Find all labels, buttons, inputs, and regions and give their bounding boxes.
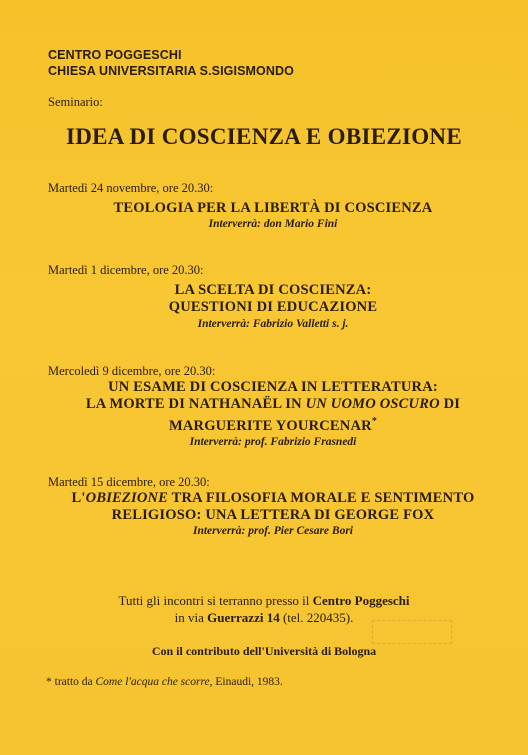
- event-3: [48, 364, 498, 449]
- event-title-line-1: LA SCELTA DI COSCIENZA:: [174, 282, 372, 298]
- event-date: Martedì 15 dicembre, ore 20.30:: [48, 475, 210, 489]
- event-title-text: L': [71, 490, 86, 506]
- book-title: UN UOMO OSCURO: [305, 396, 440, 412]
- venue-address: Guerrazzi 14: [207, 610, 280, 625]
- event-speaker: Interverrà: prof. Fabrizio Frasnedi: [189, 435, 357, 448]
- event-title-text: MARGUERITE YOURCENAR: [168, 417, 372, 434]
- event-date: Martedì 1 dicembre, ore 20.30:: [48, 263, 204, 277]
- event-title-line-1: [48, 490, 498, 507]
- footnote-text: tratto da: [51, 676, 96, 688]
- event-title-line-1: UN ESAME DI COSCIENZA IN LETTERATURA:: [108, 379, 438, 395]
- event-title-italic: OBIEZIONE: [85, 490, 169, 506]
- footnote-book-title: Come l'acqua che scorre: [95, 676, 210, 688]
- venue-phone: (tel. 220435).: [279, 610, 354, 625]
- event-speaker: Interverrà: prof. Pier Cesare Bori: [192, 525, 354, 537]
- event-title-line-2: RELIGIOSO: UNA LETTERA DI GEORGE FOX: [111, 507, 435, 523]
- faded-stamp: [372, 620, 452, 644]
- organizer-line-1: CENTRO POGGESCHI: [48, 48, 182, 62]
- organizer-block: [48, 47, 294, 79]
- event-title-text: TRA FILOSOFIA MORALE E SENTIMENTO: [168, 490, 475, 506]
- event-title-line-2: QUESTIONI DI EDUCAZIONE: [168, 299, 378, 315]
- event-date: Martedì 24 novembre, ore 20.30:: [48, 181, 214, 195]
- event-title-line-3: [48, 413, 498, 435]
- organizer-line-2: CHIESA UNIVERSITARIA S.SIGISMONDO: [48, 64, 294, 78]
- event-title-text: LA MORTE DI NATHANAËL IN: [85, 396, 306, 412]
- page-title: IDEA DI COSCIENZA E OBIEZIONE: [66, 124, 462, 149]
- event-speaker: Interverrà: don Mario Fini: [208, 218, 338, 230]
- event-2: [48, 263, 498, 331]
- event-title: TEOLOGIA PER LA LIBERTÀ DI COSCIENZA: [113, 200, 433, 216]
- event-speaker: Interverrà: Fabrizio Valletti s. j.: [197, 318, 349, 330]
- venue-text: Tutti gli incontri si terranno presso il: [118, 593, 313, 608]
- event-title-line-2: [48, 396, 498, 413]
- footnote-mark: *: [371, 416, 378, 427]
- event-1: [48, 181, 498, 231]
- sponsor-line: Con il contributo dell'Università di Bologna: [151, 644, 377, 658]
- venue-text: in via: [174, 610, 208, 625]
- venue-line-1: [0, 592, 528, 609]
- event-4: [48, 475, 498, 538]
- event-title-text: DI: [439, 396, 461, 412]
- seminario-label: Seminario:: [48, 95, 103, 109]
- footnote: [46, 676, 283, 688]
- footnote-mark: *: [46, 676, 52, 688]
- footnote-text: , Einaudi, 1983.: [209, 676, 283, 688]
- event-date: Mercoledì 9 dicembre, ore 20.30:: [48, 364, 216, 378]
- venue-name: Centro Poggeschi: [312, 593, 410, 608]
